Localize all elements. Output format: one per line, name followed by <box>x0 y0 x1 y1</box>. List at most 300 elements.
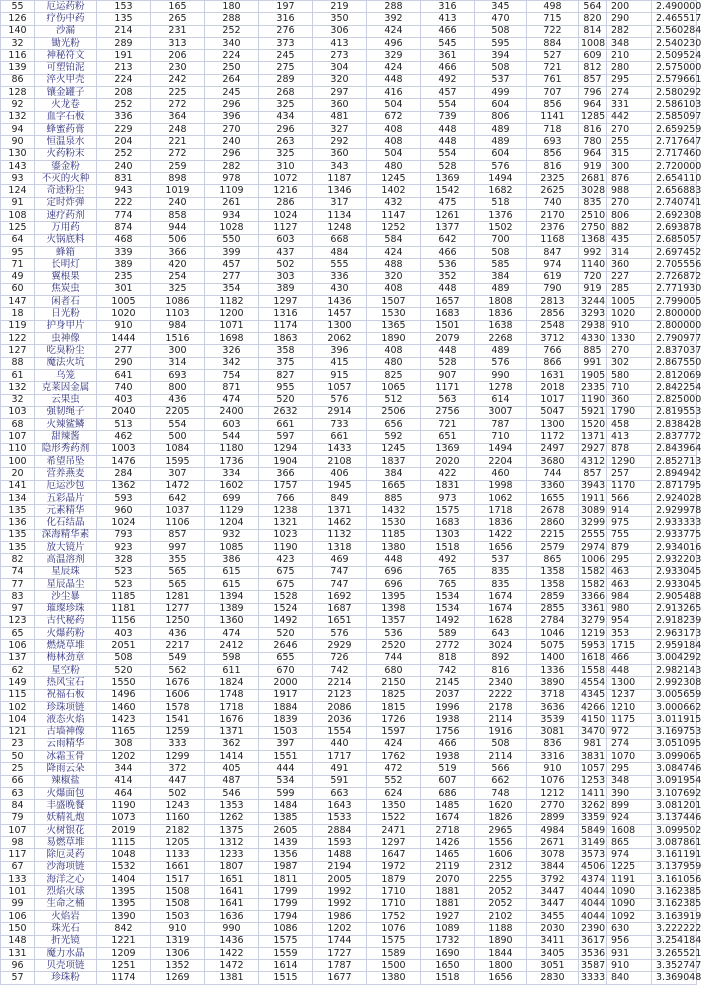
table-cell: 3051 <box>527 960 579 972</box>
table-cell: 93 <box>1 173 35 185</box>
table-cell: 978 <box>205 173 259 185</box>
table-cell: 879 <box>607 542 652 554</box>
table-cell: 462 <box>97 431 151 443</box>
table-cell: 2510 <box>579 210 607 222</box>
table-cell: 416 <box>367 87 421 99</box>
table-cell: 765 <box>421 566 475 578</box>
table-cell: 1488 <box>313 849 367 861</box>
table-row <box>1 320 697 332</box>
table-cell: 140 <box>1 25 35 37</box>
table-cell: 661 <box>313 431 367 443</box>
table-cell: 502 <box>259 259 313 271</box>
table-cell: 1185 <box>367 529 421 541</box>
table-cell: 747 <box>313 566 367 578</box>
table-cell: 672 <box>367 111 421 123</box>
table-cell: 1501 <box>421 320 475 332</box>
table-cell: 787 <box>475 419 527 431</box>
table-cell: 1243 <box>151 800 205 812</box>
table-cell: 436 <box>151 394 205 406</box>
table-cell: 2.913265 <box>652 603 697 615</box>
table-row <box>1 443 697 455</box>
table-cell: 5047 <box>527 406 579 418</box>
table-cell: 1618 <box>579 652 607 664</box>
table-cell: 375 <box>259 357 313 369</box>
table-cell: 3712 <box>527 333 579 345</box>
table-cell: 1190 <box>97 800 151 812</box>
table-cell: 924 <box>607 812 652 824</box>
table-cell: 55 <box>1 1 35 13</box>
table-cell: 219 <box>313 1 367 13</box>
table-cell: 748 <box>475 788 527 800</box>
table-cell: 88 <box>1 357 35 369</box>
table-cell: 1863 <box>259 333 313 345</box>
table-cell: 372 <box>151 763 205 775</box>
item-name-cell: 火锅底料 <box>35 234 97 246</box>
table-cell: 1369 <box>421 443 475 455</box>
table-cell: 2929 <box>313 640 367 652</box>
table-cell: 252 <box>97 99 151 111</box>
table-cell: 1371 <box>205 726 259 738</box>
table-cell: 60 <box>1 283 35 295</box>
item-name-cell: 丰盛晚餐 <box>35 800 97 812</box>
table-cell: 2.490000 <box>652 1 697 13</box>
table-cell: 3360 <box>527 480 579 492</box>
table-cell: 1582 <box>579 566 607 578</box>
table-cell: 675 <box>259 578 313 590</box>
table-cell: 1300 <box>527 419 579 431</box>
table-cell: 460 <box>475 468 527 480</box>
table-cell: 3.084746 <box>652 763 697 775</box>
table-cell: 150 <box>1 923 35 935</box>
table-cell: 360 <box>313 99 367 111</box>
item-name-cell: 锄光粉 <box>35 37 97 49</box>
table-cell: 3.099065 <box>652 751 697 763</box>
table-cell: 2018 <box>527 382 579 394</box>
table-cell: 314 <box>151 357 205 369</box>
table-cell: 264 <box>205 74 259 86</box>
table-cell: 4330 <box>579 333 607 345</box>
table-cell: 1938 <box>421 751 475 763</box>
table-cell: 2079 <box>421 333 475 345</box>
table-cell: 2.726872 <box>652 271 697 283</box>
table-cell: 2108 <box>313 455 367 467</box>
table-cell: 448 <box>421 283 475 295</box>
table-cell: 2325 <box>527 173 579 185</box>
table-cell: 2214 <box>313 677 367 689</box>
table-cell: 3573 <box>579 849 607 861</box>
table-cell: 488 <box>367 259 421 271</box>
table-cell: 1661 <box>151 861 205 873</box>
table-cell: 1245 <box>367 173 421 185</box>
table-cell: 2.918239 <box>652 615 697 627</box>
table-cell: 1085 <box>205 542 259 554</box>
table-cell: 544 <box>205 431 259 443</box>
table-cell: 3.163919 <box>652 910 697 922</box>
table-cell: 2.842254 <box>652 382 697 394</box>
table-cell: 1550 <box>97 677 151 689</box>
table-cell: 327 <box>313 123 367 135</box>
table-cell: 1530 <box>367 517 421 529</box>
table-cell: 1368 <box>579 234 607 246</box>
table-cell: 329 <box>367 50 421 62</box>
table-cell: 413 <box>421 13 475 25</box>
table-cell: 124 <box>1 185 35 197</box>
table-row <box>1 824 697 836</box>
table-cell: 2178 <box>475 701 527 713</box>
table-cell: 910 <box>607 960 652 972</box>
table-cell: 32 <box>1 394 35 406</box>
table-cell: 275 <box>259 62 313 74</box>
table-cell: 2062 <box>313 333 367 345</box>
table-cell: 286 <box>259 197 313 209</box>
table-cell: 546 <box>205 788 259 800</box>
table-cell: 3081 <box>527 726 579 738</box>
item-name-cell: 魔力水晶 <box>35 947 97 959</box>
table-cell: 1062 <box>475 492 527 504</box>
table-cell: 1147 <box>367 210 421 222</box>
table-cell: 603 <box>259 234 313 246</box>
table-cell: 90 <box>1 136 35 148</box>
table-cell: 448 <box>421 123 475 135</box>
table-cell: 1911 <box>579 492 607 504</box>
table-row <box>1 271 697 283</box>
table-cell: 1879 <box>367 874 421 886</box>
table-cell: 856 <box>527 99 579 111</box>
table-cell: 373 <box>259 37 313 49</box>
table-cell: 3890 <box>527 677 579 689</box>
table-row <box>1 788 697 800</box>
table-cell: 435 <box>607 234 652 246</box>
table-cell: 295 <box>607 763 652 775</box>
table-cell: 235 <box>97 271 151 283</box>
table-cell: 336 <box>313 271 367 283</box>
table-cell: 500 <box>151 431 205 443</box>
table-cell: 554 <box>421 99 475 111</box>
table-cell: 1582 <box>579 578 607 590</box>
table-cell: 1190 <box>579 394 607 406</box>
table-cell: 100 <box>1 455 35 467</box>
table-cell: 5075 <box>527 640 579 652</box>
table-cell: 408 <box>367 345 421 357</box>
table-cell: 1028 <box>205 222 259 234</box>
table-cell: 1496 <box>97 689 151 701</box>
table-cell: 180 <box>205 1 259 13</box>
table-cell: 1156 <box>97 615 151 627</box>
table-cell: 345 <box>475 1 527 13</box>
table-cell: 2204 <box>475 455 527 467</box>
table-cell: 519 <box>421 763 475 775</box>
table-cell: 2.963173 <box>652 628 697 640</box>
table-cell: 4150 <box>579 714 607 726</box>
table-cell: 240 <box>97 160 151 172</box>
table-cell: 865 <box>527 554 579 566</box>
table-cell: 604 <box>475 148 527 160</box>
table-cell: 389 <box>97 259 151 271</box>
item-name-cell: 星空粉 <box>35 665 97 677</box>
table-cell: 2.825000 <box>652 394 697 406</box>
table-cell: 1385 <box>259 812 313 824</box>
table-cell: 242 <box>151 74 205 86</box>
table-row <box>1 13 697 25</box>
table-cell: 914 <box>607 505 652 517</box>
table-cell: 3.004292 <box>652 652 697 664</box>
table-row <box>1 99 697 111</box>
table-cell: 2813 <box>527 296 579 308</box>
table-cell: 1141 <box>527 111 579 123</box>
table-cell: 1278 <box>475 382 527 394</box>
table-cell: 336 <box>97 111 151 123</box>
table-cell: 710 <box>475 431 527 443</box>
table-cell: 643 <box>475 628 527 640</box>
table-cell: 392 <box>367 13 421 25</box>
table-cell: 499 <box>475 87 527 99</box>
table-row <box>1 345 697 357</box>
table-cell: 1281 <box>151 591 205 603</box>
table-cell: 79 <box>1 812 35 824</box>
table-cell: 1715 <box>607 640 652 652</box>
table-cell: 68 <box>1 419 35 431</box>
table-cell: 3718 <box>527 689 579 701</box>
table-cell: 2102 <box>475 910 527 922</box>
table-cell: 1134 <box>313 210 367 222</box>
table-cell: 504 <box>367 148 421 160</box>
table-cell: 3617 <box>579 935 607 947</box>
table-cell: 508 <box>475 25 527 37</box>
table-cell: 812 <box>579 62 607 74</box>
table-cell: 66 <box>1 775 35 787</box>
table-cell: 857 <box>579 468 607 480</box>
table-cell: 2.585097 <box>652 111 697 123</box>
table-cell: 1628 <box>475 615 527 627</box>
table-cell: 343 <box>313 160 367 172</box>
table-cell: 1006 <box>579 554 607 566</box>
item-name-cell: 放大镜片 <box>35 542 97 554</box>
table-cell: 3.369048 <box>652 972 697 984</box>
table-cell: 1881 <box>421 898 475 910</box>
table-cell: 350 <box>313 13 367 25</box>
table-cell: 615 <box>205 578 259 590</box>
table-cell: 222 <box>97 197 151 209</box>
table-cell: 147 <box>1 296 35 308</box>
item-name-cell: 液态火焰 <box>35 714 97 726</box>
table-cell: 328 <box>97 554 151 566</box>
table-cell: 866 <box>527 357 579 369</box>
table-cell: 1524 <box>259 603 313 615</box>
table-row <box>1 689 697 701</box>
table-cell: 1365 <box>367 320 421 332</box>
table-cell: 1380 <box>367 972 421 984</box>
table-cell: 1462 <box>313 517 367 529</box>
table-cell: 2.692308 <box>652 210 697 222</box>
table-cell: 126 <box>1 13 35 25</box>
table-cell: 910 <box>607 320 652 332</box>
table-cell: 474 <box>205 628 259 640</box>
table-cell: 1318 <box>313 542 367 554</box>
item-name-cell: 厄运沙包 <box>35 480 97 492</box>
table-cell: 32 <box>1 37 35 49</box>
item-name-cell: 火药粉末 <box>35 148 97 160</box>
table-cell: 132 <box>1 111 35 123</box>
table-cell: 1492 <box>259 615 313 627</box>
table-cell: 2005 <box>313 874 367 886</box>
table-cell: 489 <box>475 136 527 148</box>
table-cell: 424 <box>367 738 421 750</box>
table-cell: 910 <box>151 923 205 935</box>
table-cell: 642 <box>421 234 475 246</box>
item-name-cell: 虫神像 <box>35 333 97 345</box>
table-cell: 245 <box>259 50 313 62</box>
table-cell: 2070 <box>421 874 475 886</box>
item-name-cell: 沙尘暴 <box>35 591 97 603</box>
table-row <box>1 197 697 209</box>
item-name-cell: 梅林劲章 <box>35 652 97 664</box>
table-cell: 670 <box>259 665 313 677</box>
table-cell: 307 <box>151 468 205 480</box>
table-cell: 210 <box>607 50 652 62</box>
table-cell: 405 <box>205 763 259 775</box>
table-cell: 1992 <box>313 886 367 898</box>
table-cell: 1423 <box>97 714 151 726</box>
table-cell: 742 <box>313 665 367 677</box>
table-cell: 344 <box>97 763 151 775</box>
item-name-cell: 五彩晶片 <box>35 492 97 504</box>
table-cell: 108 <box>1 210 35 222</box>
table-cell: 721 <box>421 419 475 431</box>
table-cell: 3.161191 <box>652 849 697 861</box>
table-cell: 614 <box>475 394 527 406</box>
table-cell: 876 <box>607 173 652 185</box>
table-cell: 1698 <box>205 333 259 345</box>
table-cell: 518 <box>475 197 527 209</box>
table-cell: 693 <box>527 136 579 148</box>
table-cell: 2051 <box>97 640 151 652</box>
table-cell: 1676 <box>151 677 205 689</box>
table-cell: 598 <box>205 652 259 664</box>
table-cell: 3.265521 <box>652 947 697 959</box>
table-cell: 1005 <box>607 296 652 308</box>
table-cell: 396 <box>313 345 367 357</box>
table-cell: 316 <box>421 1 475 13</box>
table-cell: 204 <box>97 136 151 148</box>
table-cell: 818 <box>421 652 475 664</box>
table-cell: 1395 <box>97 898 151 910</box>
table-cell: 1608 <box>607 824 652 836</box>
table-cell: 1008 <box>579 37 607 49</box>
table-cell: 3078 <box>527 849 579 861</box>
item-name-cell: 沙漏 <box>35 25 97 37</box>
table-cell: 871 <box>205 382 259 394</box>
table-cell: 128 <box>1 87 35 99</box>
table-cell: 1534 <box>421 603 475 615</box>
table-cell: 474 <box>205 394 259 406</box>
table-cell: 96 <box>1 960 35 972</box>
table-cell: 513 <box>97 419 151 431</box>
table-cell: 1398 <box>367 603 421 615</box>
table-row <box>1 603 697 615</box>
table-cell: 1643 <box>313 800 367 812</box>
table-cell: 4554 <box>579 677 607 689</box>
table-cell: 432 <box>367 197 421 209</box>
table-cell: 414 <box>97 775 151 787</box>
table-cell: 272 <box>151 99 205 111</box>
table-cell: 2.740741 <box>652 197 697 209</box>
table-cell: 1259 <box>151 726 205 738</box>
table-cell: 502 <box>151 788 205 800</box>
table-cell: 874 <box>97 222 151 234</box>
table-cell: 2217 <box>151 640 205 652</box>
table-row <box>1 455 697 467</box>
table-cell: 2390 <box>579 923 607 935</box>
table-cell: 765 <box>421 578 475 590</box>
table-cell: 1297 <box>367 837 421 849</box>
table-cell: 3447 <box>527 886 579 898</box>
table-cell: 520 <box>97 665 151 677</box>
table-cell: 320 <box>367 271 421 283</box>
table-cell: 3636 <box>527 701 579 713</box>
table-cell: 2.540230 <box>652 37 697 49</box>
table-cell: 325 <box>151 283 205 295</box>
table-cell: 593 <box>97 492 151 504</box>
table-cell: 1090 <box>607 898 652 910</box>
table-cell: 554 <box>151 419 205 431</box>
table-cell: 956 <box>607 935 652 947</box>
table-cell: 2000 <box>259 677 313 689</box>
table-cell: 4044 <box>579 886 607 898</box>
table-cell: 302 <box>607 357 652 369</box>
table-cell: 1205 <box>151 837 205 849</box>
table-cell: 3.099502 <box>652 824 697 836</box>
table-cell: 523 <box>97 566 151 578</box>
table-cell: 699 <box>205 492 259 504</box>
table-cell: 934 <box>205 210 259 222</box>
table-cell: 123 <box>1 615 35 627</box>
table-cell: 1174 <box>97 972 151 984</box>
table-cell: 2.465517 <box>652 13 697 25</box>
table-cell: 3.091954 <box>652 775 697 787</box>
table-cell: 1433 <box>313 443 367 455</box>
table-cell: 2.800000 <box>652 308 697 320</box>
table-cell: 992 <box>579 246 607 258</box>
table-cell: 1404 <box>97 874 151 886</box>
table-cell: 67 <box>1 861 35 873</box>
table-cell: 597 <box>259 431 313 443</box>
table-cell: 2.837772 <box>652 431 697 443</box>
table-cell: 984 <box>151 320 205 332</box>
table-cell: 3.011915 <box>652 714 697 726</box>
table-cell: 1651 <box>313 615 367 627</box>
table-cell: 796 <box>579 87 607 99</box>
table-cell: 3.081201 <box>652 800 697 812</box>
item-name-cell: 元素精华 <box>35 505 97 517</box>
table-cell: 408 <box>367 136 421 148</box>
table-cell: 396 <box>205 111 259 123</box>
table-cell: 980 <box>607 603 652 615</box>
table-cell: 297 <box>313 87 367 99</box>
item-name-cell: 镶金罐子 <box>35 87 97 99</box>
table-cell: 1020 <box>607 308 652 320</box>
table-cell: 1831 <box>421 480 475 492</box>
table-cell: 1103 <box>151 308 205 320</box>
table-cell: 715 <box>527 13 579 25</box>
table-cell: 352 <box>421 271 475 283</box>
table-cell: 1515 <box>259 972 313 984</box>
table-cell: 2927 <box>579 443 607 455</box>
table-cell: 91 <box>1 197 35 209</box>
table-cell: 257 <box>607 468 652 480</box>
table-cell: 2855 <box>527 603 579 615</box>
table-cell: 295 <box>607 554 652 566</box>
table-cell: 1674 <box>475 591 527 603</box>
